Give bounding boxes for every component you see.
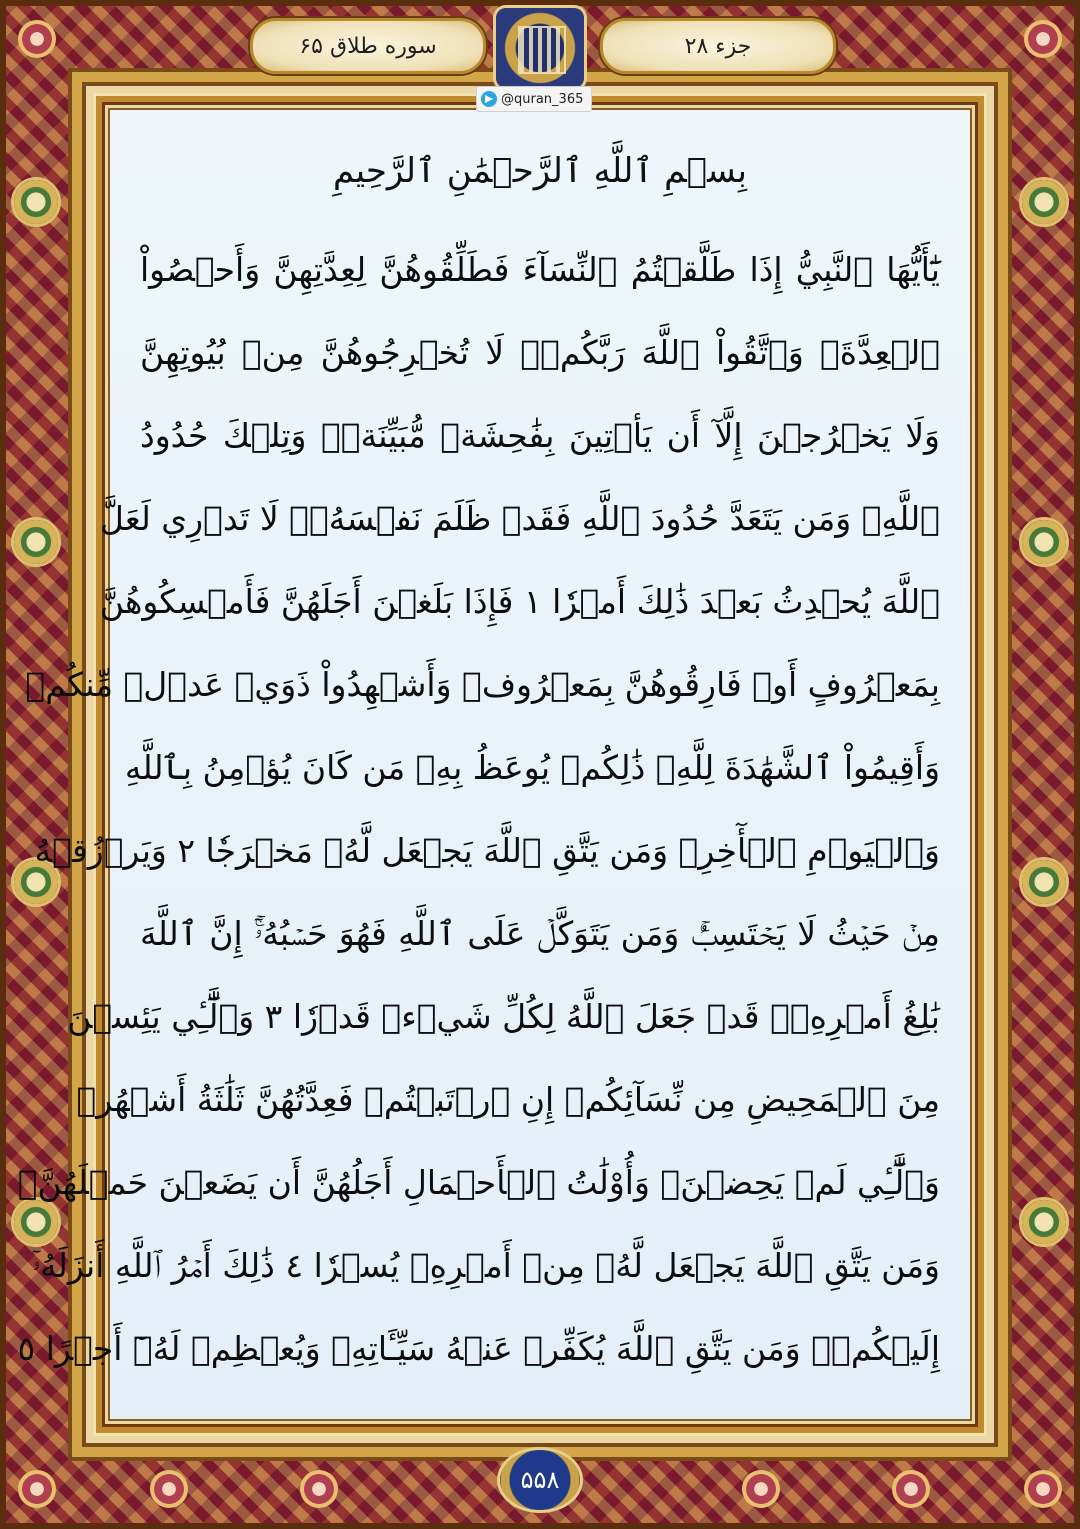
verse-line: وَمَن يَتَّقِ ٱللَّهَ يَجۡعَل لَّهُۥ مِنۡ أَمۡرِهِۦ يُسۡرٗا ٤ ذَٰلِكَ أَمۡرُ ٱللَّهِ أَنزَلَهُۥٓ xyxy=(31,1245,940,1285)
ornament-medallion-icon xyxy=(1022,1200,1066,1244)
verse-line: ٱلۡعِدَّةَۖ وَٱتَّقُواْ ٱللَّهَ رَبَّكُمۡۖ لَا تُخۡرِجُوهُنَّ مِنۢ بُيُوتِهِنَّ xyxy=(140,333,940,372)
channel-handle[interactable] xyxy=(476,86,592,112)
logo-icon xyxy=(496,8,584,88)
ornament-medallion-icon xyxy=(1022,180,1066,224)
ornament-medallion-icon xyxy=(14,180,58,224)
verse-line: مِنۡ حَيۡثُ لَا يَحۡتَسِبُۚ وَمَن يَتَوَكَّلۡ عَلَى ٱللَّهِ فَهُوَ حَسۡبُهُۥٓۚ إِنَّ ٱللَّهَ xyxy=(140,913,940,953)
surah-label: سوره طلاق ۶۵ xyxy=(250,18,486,74)
verse-line: وَلَا يَخۡرُجۡنَ إِلَّآ أَن يَأۡتِينَ بِفَٰحِشَةٖ مُّبَيِّنَةٖۚ وَتِلۡكَ حُدُودُ xyxy=(140,416,940,455)
basmala: بِسۡمِ ٱللَّهِ ٱلرَّحۡمَٰنِ ٱلرَّحِيمِ xyxy=(333,151,747,191)
page-number: ۵۵۸ xyxy=(500,1450,580,1510)
verse-line: بِمَعۡرُوفٍ أَوۡ فَارِقُوهُنَّ بِمَعۡرُوفٖ وَأَشۡهِدُواْ ذَوَيۡ عَدۡلٖ مِّنكُمۡ xyxy=(25,665,940,704)
ornament-medallion-icon xyxy=(14,520,58,564)
corner-rosette-icon xyxy=(1024,20,1062,58)
rosette-icon xyxy=(892,1470,930,1508)
rosette-icon xyxy=(300,1470,338,1508)
verse-line: وَٱلَّٰٓـِٔي لَمۡ يَحِضۡنَۚ وَأُوْلَٰتُ ٱلۡأَحۡمَالِ أَجَلُهُنَّ أَن يَضَعۡنَ حَمۡلَهُنَّۚ xyxy=(17,1163,940,1202)
verse-line: إِلَيۡكُمۡۚ وَمَن يَتَّقِ ٱللَّهَ يُكَفِّرۡ عَنۡهُ سَيِّـَٔاتِهِۦ وَيُعۡظِمۡ لَهُۥٓ أَجۡرًا ٥ xyxy=(17,1329,940,1368)
ornament-medallion-icon xyxy=(14,1200,58,1244)
verse-line: وَٱلۡيَوۡمِ ٱلۡأٓخِرِۚ وَمَن يَتَّقِ ٱللَّهَ يَجۡعَل لَّهُۥ مَخۡرَجٗا ٢ وَيَرۡزُقۡهُ xyxy=(34,831,940,870)
juz-label: جزء ۲۸ xyxy=(600,18,836,74)
ornament-medallion-icon xyxy=(1022,520,1066,564)
verse-block xyxy=(17,228,940,1390)
verse-line: ٱللَّهِۚ وَمَن يَتَعَدَّ حُدُودَ ٱللَّهِ فَقَدۡ ظَلَمَ نَفۡسَهُۥۚ لَا تَدۡرِي لَعَلَّ xyxy=(99,499,940,538)
verse-line: مِنَ ٱلۡمَحِيضِ مِن نِّسَآئِكُمۡ إِنِ ٱرۡتَبۡتُمۡ فَعِدَّتُهُنَّ ثَلَٰثَةُ أَشۡهُرٖ xyxy=(76,1080,940,1119)
verse-line: بَٰلِغُ أَمۡرِهِۦۚ قَدۡ جَعَلَ ٱللَّهُ لِكُلِّ شَيۡءٖ قَدۡرٗا ٣ وَٱلَّٰٓـِٔي يَئِسۡنَ xyxy=(67,997,940,1036)
corner-rosette-icon xyxy=(18,20,56,58)
ornament-medallion-icon xyxy=(1022,860,1066,904)
rosette-icon xyxy=(150,1470,188,1508)
verse-line: وَأَقِيمُواْ ٱلشَّهَٰدَةَ لِلَّهِۚ ذَٰلِكُمۡ يُوعَظُ بِهِۦ مَن كَانَ يُؤۡمِنُ بِٱللَّهِ xyxy=(124,748,940,787)
verse-line: يَٰٓأَيُّهَا ٱلنَّبِيُّ إِذَا طَلَّقۡتُمُ ٱلنِّسَآءَ فَطَلِّقُوهُنَّ لِعِدَّتِهِنَّ وَأَحۡصُواْ xyxy=(140,250,940,289)
handle-text: @quran_365 xyxy=(501,91,584,107)
rosette-icon xyxy=(742,1470,780,1508)
telegram-icon xyxy=(481,91,497,107)
corner-rosette-icon xyxy=(18,1470,56,1508)
verse-line: ٱللَّهَ يُحۡدِثُ بَعۡدَ ذَٰلِكَ أَمۡرٗا ١ فَإِذَا بَلَغۡنَ أَجَلَهُنَّ فَأَمۡسِكُوهُنَّ xyxy=(99,582,940,621)
corner-rosette-icon xyxy=(1024,1470,1062,1508)
